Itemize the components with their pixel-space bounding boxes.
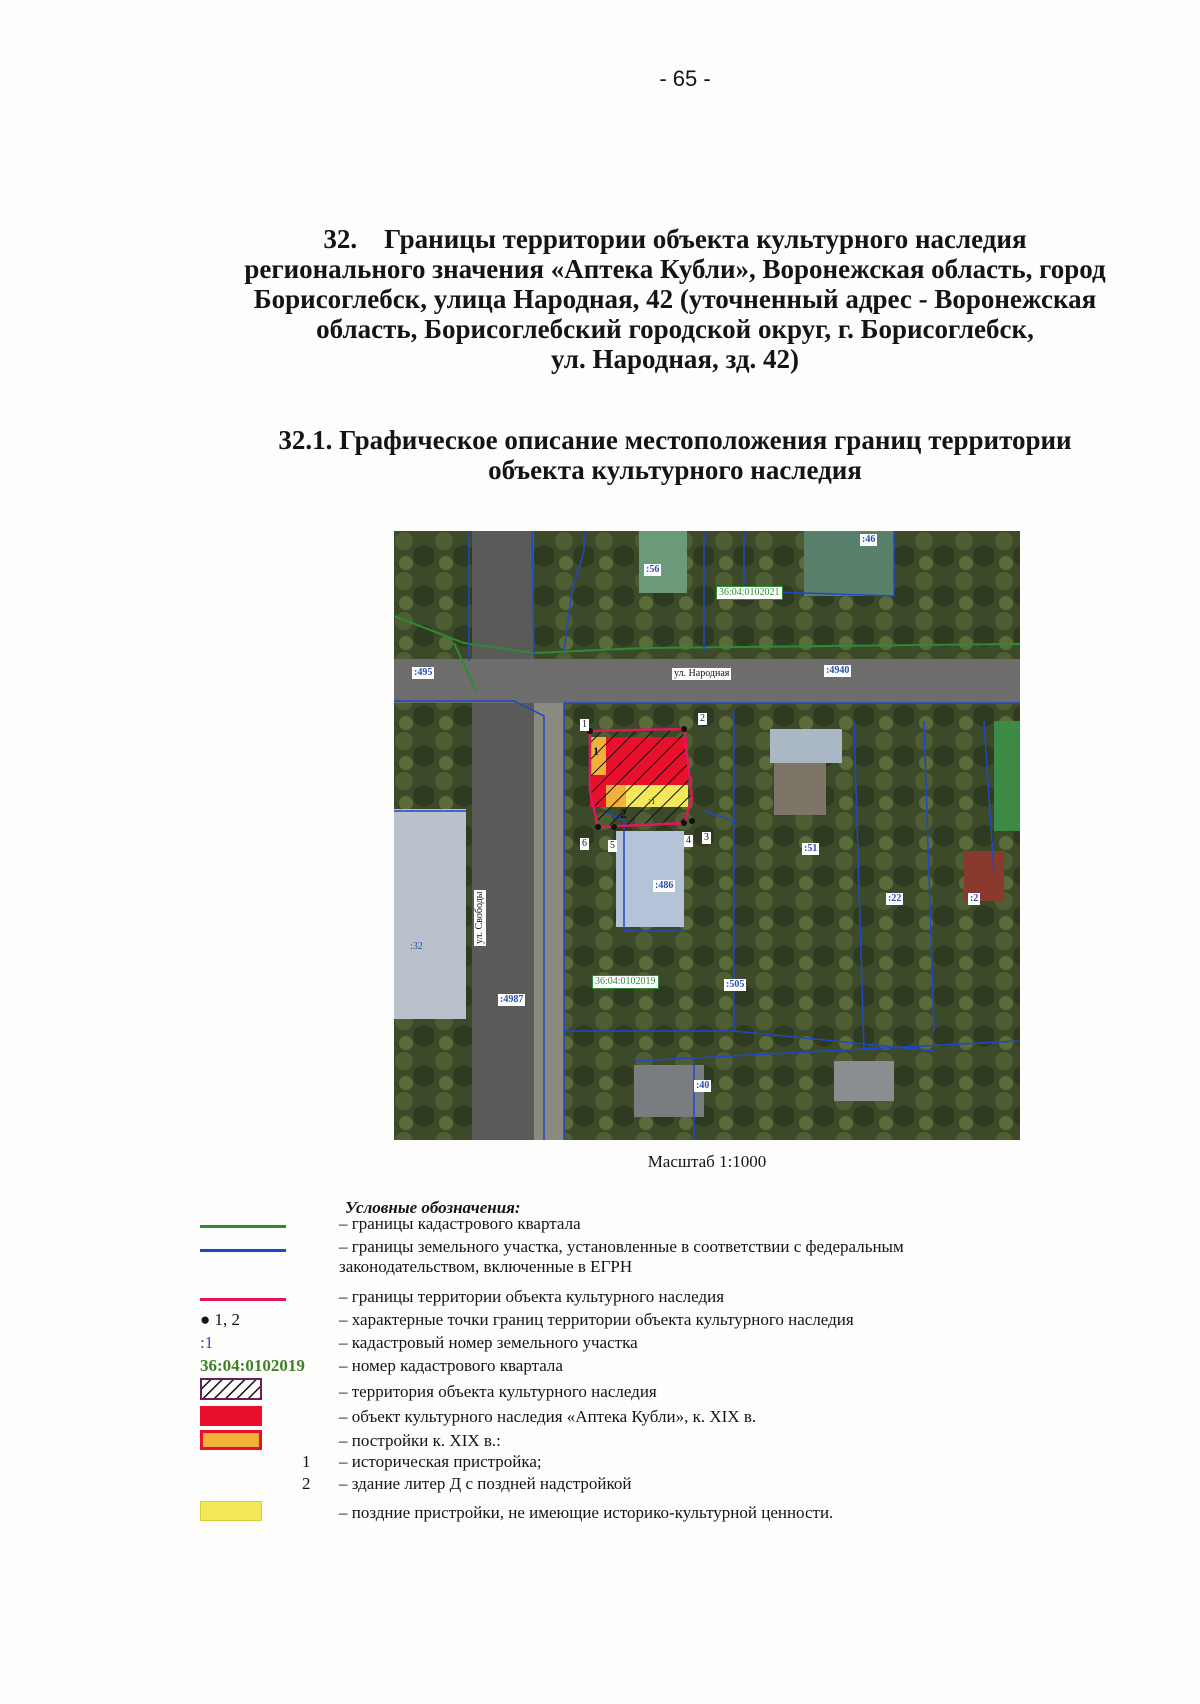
map-labels xyxy=(394,531,1020,1140)
legend-item-late-annex: – поздние пристройки, не имеющие историко-культурной ценности. xyxy=(339,1503,834,1522)
heading-32-line1 xyxy=(200,224,1150,254)
heading-32-line4: область, Борисоглебский городской округ, г. Борисоглебск, xyxy=(316,314,1034,344)
legend-item-quarter-border: – границы кадастрового квартала xyxy=(339,1214,581,1233)
label-parcel-505: :505 xyxy=(726,979,745,990)
legend-symbol-heritage-territory xyxy=(200,1378,262,1400)
legend-symbol-parcel-border xyxy=(200,1249,286,1252)
label-quarter-bottom: 36:04:0102019 xyxy=(592,975,659,989)
section-heading-321 xyxy=(200,425,1150,485)
label-parcel-51: :51 xyxy=(804,843,818,854)
label-parcel-22: :22 xyxy=(888,893,902,904)
legend-item-historic-annex: – историческая пристройка; xyxy=(339,1452,542,1471)
point-label-3: 3 xyxy=(704,832,709,843)
legend-title: Условные обозначения: xyxy=(345,1198,521,1217)
label-parcel-4987: :4987 xyxy=(500,994,524,1005)
heading-32-text: Границы территории объекта культурного наследия xyxy=(384,224,1027,254)
legend-item-heritage-object: – объект культурного наследия «Аптека Кубли», к. XIX в. xyxy=(339,1407,757,1426)
legend-item-parcel-border: – границы земельного участка, установленные в соответствии с федеральным законодательством, включенные в ЕГРН xyxy=(339,1237,904,1276)
label-parcel-2: :2 xyxy=(970,893,979,904)
page-number: - 65 - xyxy=(659,66,711,91)
legend-symbol-points: ● 1, 2 xyxy=(200,1310,241,1329)
point-label-4: 4 xyxy=(686,835,691,846)
legend-item-heritage-border: – границы территории объекта культурного наследия xyxy=(339,1287,725,1306)
legend-symbol-quarter-border xyxy=(200,1225,286,1228)
label-street-svobody: ул. Свободы xyxy=(474,891,485,944)
section-heading-32 xyxy=(200,224,1150,374)
heading-32-line5: ул. Народная, зд. 42) xyxy=(550,344,800,374)
legend-symbol-heritage-object xyxy=(200,1406,262,1426)
label-parcel-1: :1 xyxy=(648,796,656,807)
legend-symbol-quarter-number: 36:04:0102019 xyxy=(200,1356,305,1375)
map-scale: Масштаб 1:1000 xyxy=(647,1152,767,1171)
label-quarter-top: 36:04:0102021 xyxy=(716,586,783,600)
building-mark-2: 2 xyxy=(620,807,627,822)
label-parcel-56: :56 xyxy=(646,564,660,575)
building-mark-1: 1 xyxy=(593,744,599,758)
legend-item-building-d: – здание литер Д с поздней надстройкой xyxy=(339,1474,632,1493)
label-parcel-32: :32 xyxy=(410,941,423,952)
label-parcel-40: :40 xyxy=(696,1080,710,1091)
heading-321-line1: 32.1. Графическое описание местоположения границ территории xyxy=(278,425,1072,455)
legend-item-parcel-number: – кадастровый номер земельного участка xyxy=(339,1333,638,1352)
point-label-2: 2 xyxy=(700,713,705,724)
legend-item-points: – характерные точки границ территории объекта культурного наследия xyxy=(339,1310,854,1329)
heading-32-number: 32. xyxy=(323,224,358,254)
legend-item-heritage-territory: – территория объекта культурного наследия xyxy=(339,1382,657,1401)
legend-symbol-old-buildings xyxy=(200,1430,262,1450)
label-parcel-4940: :4940 xyxy=(826,665,850,676)
legend-symbol-heritage-border xyxy=(200,1298,286,1301)
heading-321-line2: объекта культурного наследия xyxy=(488,455,862,485)
heading-32-line3: Борисоглебск, улица Народная, 42 (уточненный адрес - Воронежская xyxy=(253,284,1097,314)
legend-number-1: 1 xyxy=(302,1452,311,1471)
legend-symbol-parcel-number: :1 xyxy=(200,1333,214,1352)
legend-symbol-late-annex xyxy=(200,1501,262,1521)
label-parcel-495: :495 xyxy=(414,667,433,678)
point-label-5: 5 xyxy=(610,840,615,851)
label-parcel-486: :486 xyxy=(655,880,674,891)
label-parcel-46: :46 xyxy=(862,534,876,545)
point-label-6: 6 xyxy=(582,838,587,849)
heading-32-line2: регионального значения «Аптека Кубли», Воронежская область, город xyxy=(244,254,1106,284)
legend-item-old-buildings: – постройки к. XIX в.: xyxy=(339,1431,501,1450)
label-street-narodnaya: ул. Народная xyxy=(674,668,730,679)
point-label-1: 1 xyxy=(582,719,587,730)
legend-item-quarter-number: – номер кадастрового квартала xyxy=(339,1356,563,1375)
legend-number-2: 2 xyxy=(302,1474,311,1493)
